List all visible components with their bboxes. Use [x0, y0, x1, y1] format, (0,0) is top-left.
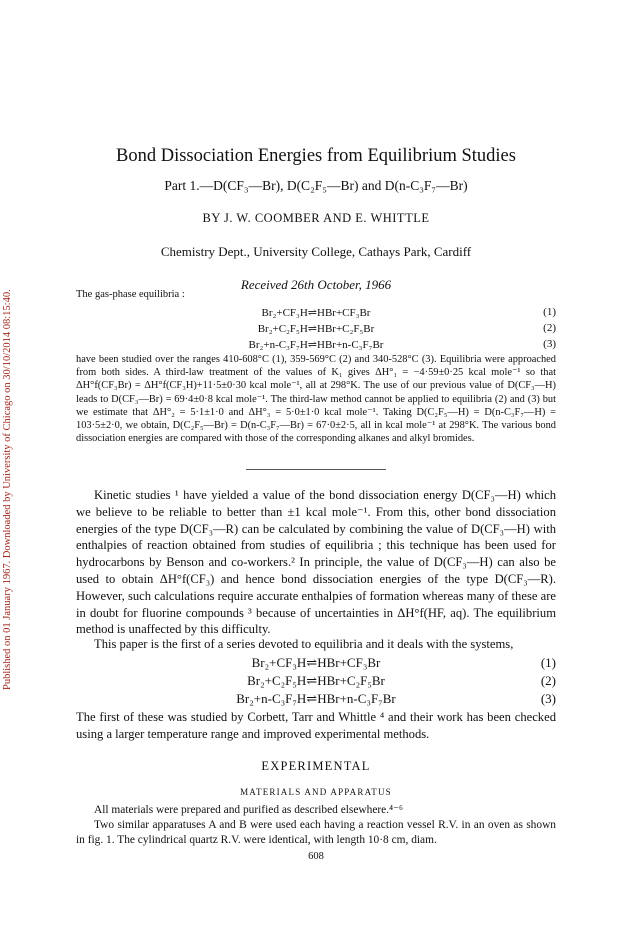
body-paragraph-3: The first of these was studied by Corbett, Tarr and Whittle ⁴ and their work has been checked using a larger temperature range and improved experimental methods. [76, 710, 556, 741]
body-paragraph-2: This paper is the first of a series devoted to equilibria and it deals with the systems, [94, 637, 514, 651]
article-subtitle: Part 1.—D(CF₃—Br), D(C₂F₅—Br) and D(n-C₃F₇—Br) [164, 178, 468, 193]
equation-number: (3) [540, 691, 556, 706]
abstract-equation-2 [76, 322, 556, 337]
equation-text: Br₂+CF₃H⇌HBr+CF₃Br [261, 307, 371, 319]
subsection-heading: MATERIALS AND APPARATUS [240, 787, 392, 797]
equation-text: Br₂+CF₃H⇌HBr+CF₃Br [251, 655, 381, 670]
equation-text: Br₂+n-C₃F₇H⇌HBr+n-C₃F₇Br [248, 339, 384, 351]
abstract-equation-3 [76, 338, 556, 353]
authors: BY J. W. COOMBER AND E. WHITTLE [202, 211, 430, 225]
equation-number: (2) [543, 322, 556, 334]
article-title: Bond Dissociation Energies from Equilibrium Studies [116, 146, 516, 166]
equation-text: Br₂+n-C₃F₇H⇌HBr+n-C₃F₇Br [236, 691, 396, 706]
section-divider [246, 469, 386, 470]
abstract-equation-1 [76, 306, 556, 321]
equation-number: (1) [540, 655, 556, 670]
body-equation-1 [76, 655, 556, 673]
section-heading: EXPERIMENTAL [261, 759, 371, 773]
body-equation-3 [76, 691, 556, 709]
equation-number: (3) [543, 338, 556, 350]
body-paragraph-1: Kinetic studies ¹ have yielded a value of the bond dissociation energy D(CF₃—H) which we believe to be reliable to better than ±1 kcal mole⁻¹. From this, other bond dissociation energies of the type D(CF₃—R) can be calculated by combining the value of D(CF₃—H) with enthalpies of reaction obtained from studies of equilibria ; this technique has been used for hydrocarbons by Benson and co-workers.² In principle, the value of D(CF₃—H) can also be used to obtain ΔH°f(CF₃) and hence bond dissociation energies of the type D(CF₃—R). However, such calculations require accurate enthalpies of formation whereas many of these are in doubt for fluorine compounds ³ because of uncertainties in ΔH°f(HF, aq). The equilibrium method is unaffected by this difficulty. [76, 488, 556, 637]
equation-number: (2) [540, 673, 556, 688]
equation-number: (1) [543, 306, 556, 318]
affiliation: Chemistry Dept., University College, Cathays Park, Cardiff [160, 244, 472, 259]
equation-text: Br₂+C₂F₅H⇌HBr+C₂F₅Br [257, 323, 375, 335]
received-date: Received 26th October, 1966 [240, 277, 392, 292]
abstract-intro: The gas-phase equilibria : [76, 289, 185, 300]
abstract-text: have been studied over the ranges 410-608°C (1), 359-569°C (2) and 340-528°C (3). Equilibria were approached from both sides. A third-law treatment of the values of K₁ gives ΔH°₁ = −4·59±0·25 kcal mole⁻¹ so that ΔH°f(CF₃Br) = ΔH°f(CF₃H)+11·5±0·30 kcal mole⁻¹, all at 298°K. The use of our previous value of D(CF₃—H) leads to D(CF₃—Br) = 69·4±0·8 kcal mole⁻¹. The third-law method cannot be applied to equilibria (2) and (3) but we estimate that ΔH°₂ = 5·1±1·0 and ΔH°₃ = 5·0±1·0 kcal mole⁻¹. Taking D(C₂F₅—H) = D(n-C₃F₇—H) = 103·5±2·0, we obtain, D(C₂F₅—Br) = D(n-C₃F₇—Br) = 67·0±2·5, all in kcal mole⁻¹ at 298°K. The various bond dissociation energies are compared with those of the corresponding alkanes and alkyl bromides. [76, 354, 556, 445]
equation-text: Br₂+C₂F₅H⇌HBr+C₂F₅Br [247, 673, 385, 688]
download-watermark [2, 170, 16, 690]
download-watermark-text: Published on 01 January 1967. Downloaded by University of Chicago on 30/10/2014 08:15:40. [2, 289, 13, 690]
body-equation-2 [76, 673, 556, 691]
experimental-paragraph-1: All materials were prepared and purified as described elsewhere.⁴⁻⁶ [94, 804, 404, 816]
experimental-paragraph-2: Two similar apparatuses A and B were used each having a reaction vessel R.V. in an oven as shown in fig. 1. The cylindrical quartz R.V. were identical, with length 10·8 cm, diam. [76, 819, 556, 846]
abstract-body [76, 353, 556, 445]
page-number: 608 [308, 851, 324, 862]
